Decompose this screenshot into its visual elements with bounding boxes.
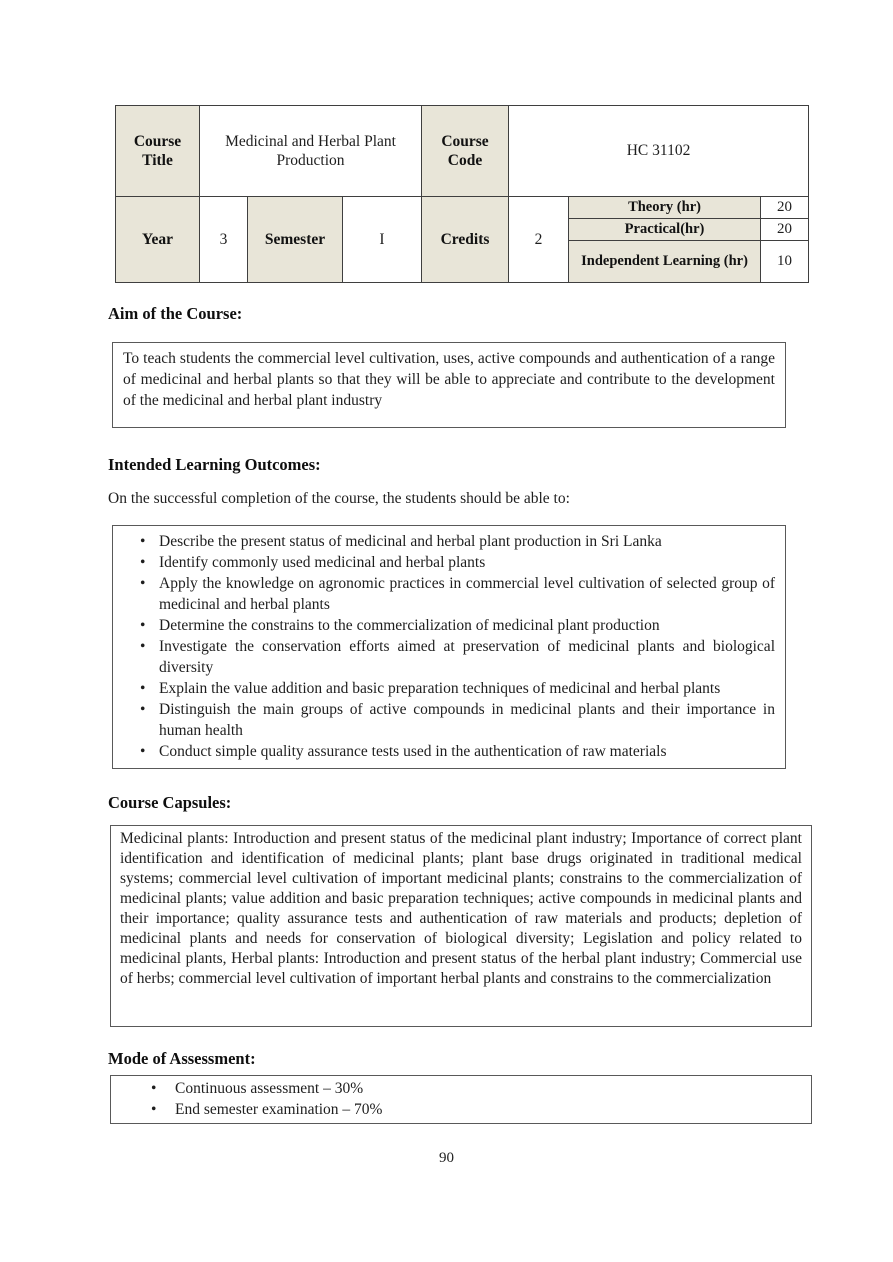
list-item: • Continuous assessment – 30% [111, 1078, 801, 1099]
outcomes-box [112, 525, 786, 769]
table-row [116, 197, 809, 219]
independent-learning-hours-value: 10 [761, 241, 809, 283]
credits-value: 2 [509, 197, 569, 283]
capsules-heading: Course Capsules: [108, 793, 232, 812]
list-item: • Conduct simple quality assurance tests used in the authentication of raw materials [113, 741, 775, 762]
theory-hours-value: 20 [761, 197, 809, 219]
course-info-table [115, 105, 809, 283]
outcomes-intro: On the successful completion of the course, the students should be able to: [108, 490, 570, 507]
outcomes-heading: Intended Learning Outcomes: [108, 455, 321, 474]
theory-hours-label: Theory (hr) [569, 197, 761, 219]
aim-text-box: To teach students the commercial level cultivation, uses, active compounds and authentication of a range of medicinal and herbal plants so that they will be able to appreciate and contribute to the development of the medicinal and herbal plant industry [112, 342, 786, 428]
capsules-text-box: Medicinal plants: Introduction and present status of the medicinal plant industry; Importance of correct plant identification and identification of medicinal plants; plant base drugs originated in traditional medical systems; commercial level cultivation of important medicinal plants; constrains to the commercialization of medicinal plants; value addition and basic preparation techniques; active compounds in medicinal plants and their importance; quality assurance tests and authentication of raw materials and products; depletion of medicinal plants and needs for conservation of biological diversity; Legislation and policy related to medicinal plants, Herbal plants: Introduction and present status of the herbal plant industry; Commercial use of herbs; commercial level cultivation of important herbal plants and constrains to the commercialization [110, 825, 812, 1027]
semester-value: I [343, 197, 422, 283]
course-title-value: Medicinal and Herbal Plant Production [200, 106, 422, 197]
assessment-list [111, 1078, 801, 1120]
outcomes-list [113, 531, 775, 762]
list-item: • Describe the present status of medicinal and herbal plant production in Sri Lanka [113, 531, 775, 552]
list-item: • Investigate the conservation efforts aimed at preservation of medicinal plants and biological diversity [113, 636, 775, 678]
independent-learning-hours-label: Independent Learning (hr) [569, 241, 761, 283]
course-code-value: HC 31102 [509, 106, 809, 197]
semester-label: Semester [248, 197, 343, 283]
table-row [116, 106, 809, 197]
course-code-label: Course Code [422, 106, 509, 197]
aim-heading: Aim of the Course: [108, 304, 243, 323]
year-value: 3 [200, 197, 248, 283]
list-item: • Apply the knowledge on agronomic practices in commercial level cultivation of selected group of medicinal and herbal plants [113, 573, 775, 615]
credits-label: Credits [422, 197, 509, 283]
year-label: Year [116, 197, 200, 283]
assessment-box [110, 1075, 812, 1124]
list-item: • Determine the constrains to the commercialization of medicinal plant production [113, 615, 775, 636]
course-title-label: Course Title [116, 106, 200, 197]
assessment-heading: Mode of Assessment: [108, 1049, 256, 1068]
list-item: • End semester examination – 70% [111, 1099, 801, 1120]
practical-hours-value: 20 [761, 219, 809, 241]
list-item: • Distinguish the main groups of active compounds in medicinal plants and their importance in human health [113, 699, 775, 741]
page-number: 90 [439, 1150, 454, 1166]
practical-hours-label: Practical(hr) [569, 219, 761, 241]
list-item: • Explain the value addition and basic preparation techniques of medicinal and herbal plants [113, 678, 775, 699]
list-item: • Identify commonly used medicinal and herbal plants [113, 552, 775, 573]
